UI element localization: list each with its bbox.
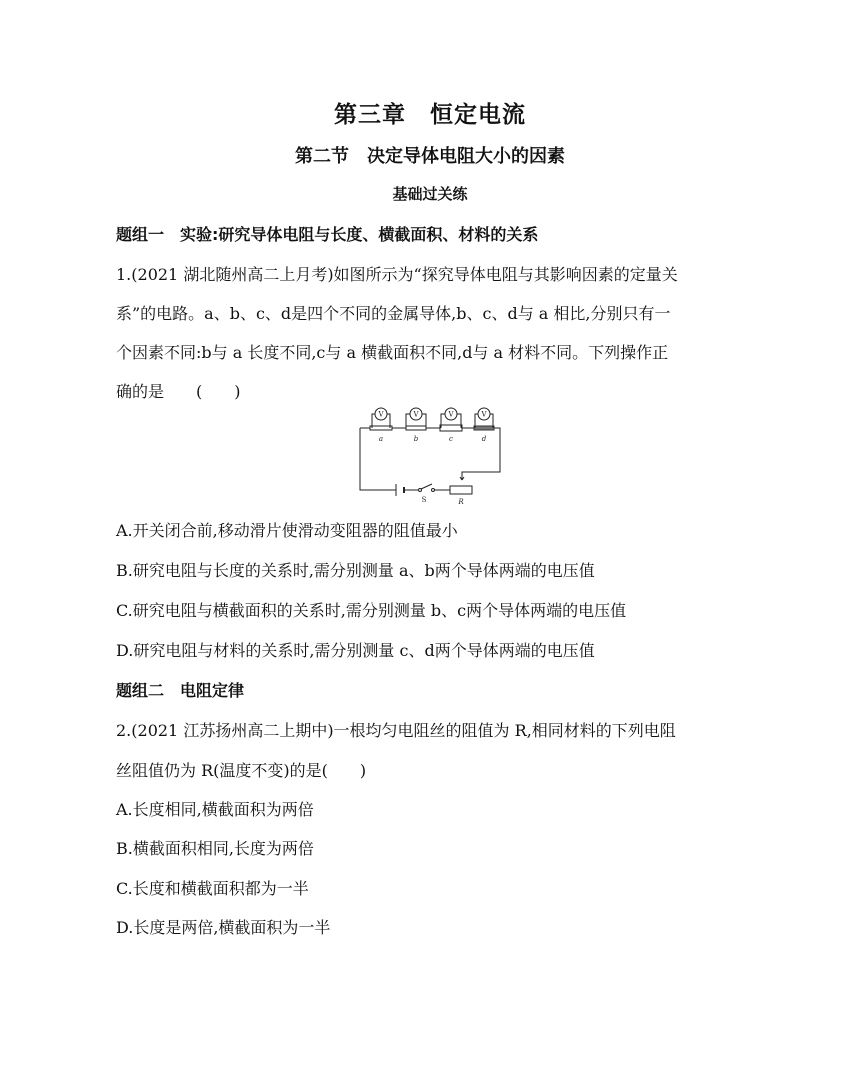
voltmeter-c-symbol: V [448, 410, 454, 419]
conductor-d [474, 426, 494, 430]
label-S: S [421, 496, 427, 504]
circuit-figure [356, 404, 506, 512]
q2-option-d: D.长度是两倍,横截面积为一半 [116, 918, 331, 937]
q1-option-a: A.开关闭合前,移动滑片使滑动变阻器的阻值最小 [116, 521, 458, 540]
group2-title: 题组二 电阻定律 [116, 681, 245, 700]
voltmeter-b-symbol: V [413, 410, 419, 419]
q2-option-b: B.横截面积相同,长度为两倍 [116, 839, 314, 858]
q1-line-2: 系”的电路。a、b、c、d是四个不同的金属导体,b、c、d与 a 相比,分别只有一 [116, 304, 671, 323]
q1-option-b: B.研究电阻与长度的关系时,需分别测量 a、b两个导体两端的电压值 [116, 561, 595, 580]
rheostat-body [450, 486, 472, 494]
q2-option-c: C.长度和横截面积都为一半 [116, 879, 309, 898]
label-c: c [449, 435, 453, 443]
switch-contact-right [432, 489, 435, 492]
subheading: 基础过关练 [392, 185, 468, 203]
q2-line-2: 丝阻值仍为 R(温度不变)的是( ) [116, 761, 367, 780]
label-R: R [458, 498, 464, 506]
label-d: d [481, 435, 487, 443]
conductor-a [370, 426, 392, 430]
switch-blade [421, 484, 432, 489]
q1-line-3: 个因素不同:b与 a 长度不同,c与 a 横截面积不同,d与 a 材料不同。下列操作正 [116, 343, 669, 362]
group1-title: 题组一 实验:研究导体电阻与长度、横截面积、材料的关系 [116, 225, 539, 244]
conductor-b [406, 426, 426, 430]
q1-line-1: 1.(2021 湖北随州高二上月考)如图所示为“探究导体电阻与其影响因素的定量关 [116, 265, 678, 284]
q1-option-d: D.研究电阻与材料的关系时,需分别测量 c、d两个导体两端的电压值 [116, 641, 595, 660]
q2-option-a: A.长度相同,横截面积为两倍 [116, 800, 314, 819]
q1-option-c: C.研究电阻与横截面积的关系时,需分别测量 b、c两个导体两端的电压值 [116, 601, 627, 620]
label-a: a [378, 435, 384, 443]
q2-line-1: 2.(2021 江苏扬州高二上期中)一根均匀电阻丝的阻值为 R,相同材料的下列电阻 [116, 721, 676, 740]
conductor-c [440, 425, 462, 431]
voltmeter-d-symbol: V [481, 410, 487, 419]
section-title: 第二节 决定导体电阻大小的因素 [295, 146, 565, 167]
voltmeter-a-symbol: V [378, 410, 384, 419]
q1-line-4: 确的是 ( ) [116, 382, 241, 401]
chapter-title: 第三章 恒定电流 [334, 102, 526, 128]
label-b: b [413, 435, 419, 443]
